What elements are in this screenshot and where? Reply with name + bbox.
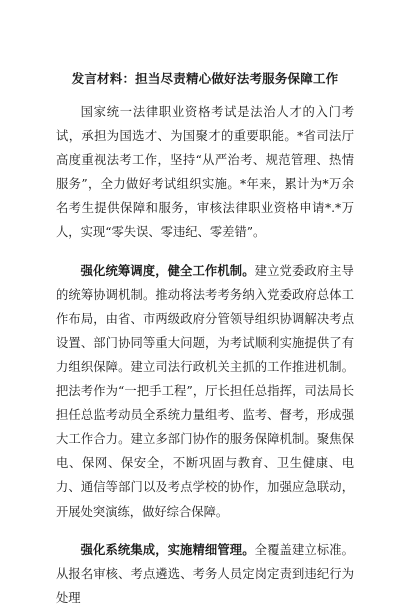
paragraph-coordination-text: 建立党委政府主导的统筹协调机制。推动将法考考务纳入党委政府总体工作布局，由省、市两级政府分管领导组织协调解决考点设置、部门协同等重大问题，为考试顺利实施提供了有力组织保障。建立司法行政机关主抓的工作推进机制。把法考作为“一把手工程”，厅长担任总指挥，司法局长担任总监考动员全系统力量组考、监考、督考，形成强大工作合力。建立多部门协作的服务保障机制。聚焦保电、保网、保安全，不断巩固与教育、卫生健康、电力、通信等部门以及考点学校的协作，加强应急联动，开展处突演练，做好综合保障。 — [56, 263, 354, 519]
document-body — [56, 100, 354, 610]
paragraph-intro — [56, 100, 354, 245]
paragraph-integration — [56, 538, 354, 610]
document-title: 发言材料：担当尽责精心做好法考服务保障工作 — [71, 71, 339, 86]
paragraph-intro-text: 国家统一法律职业资格考试是法治人才的入门考试，承担为国选才、为国聚才的重要职能。*省司法厅高度重视法考工作，坚持“从严治考、规范管理、热情服务”，全力做好考试组织实施。*年来，累计为*万余名考生提供保障和服务，审核法律职业资格申请*.*万人，实现“零失误、零违纪、零差错”。 — [56, 105, 354, 240]
paragraph-coordination-heading: 强化统筹调度，健全工作机制。 — [80, 263, 255, 278]
paragraph-integration-heading: 强化系统集成，实施精细管理。 — [80, 542, 255, 557]
paragraph-integration-text: 全覆盖建立标准。从报名审核、考点遴选、考务人员定岗定责到违纪行为处理 — [56, 542, 354, 605]
paragraph-coordination — [56, 259, 354, 524]
